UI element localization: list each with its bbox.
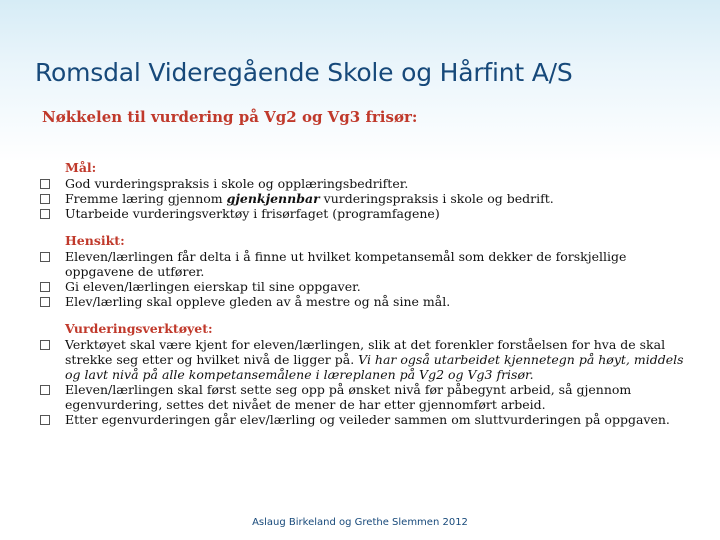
bullet-text: Eleven/lærlingen får delta i å finne ut hvilket kompetansemål som dekker de forskjellige oppgavene de utfører. [65, 249, 627, 279]
checkbox-bullet-icon [40, 340, 50, 350]
section-heading: Vurderingsverktøyet: [65, 321, 213, 336]
bullet-text-post: vurderingspraksis i skole og bedrift. [319, 191, 554, 206]
bullet-text: Gi eleven/lærlingen eierskap til sine oppgaver. [65, 279, 361, 294]
bullet-text: Utarbeide vurderingsverktøy i frisørfaget (programfagene) [65, 206, 440, 221]
section-maal [40, 160, 690, 221]
section-heading: Mål: [65, 160, 97, 175]
bullet-text: God vurderingspraksis i skole og opplæringsbedrifter. [65, 176, 409, 191]
bullet-text-pre: Verktøyet skal være kjent for eleven/lærlingen, slik at det forenkler forståelsen for hva de skal strekke seg etter og hvilket nivå de ligger på. [65, 337, 666, 367]
checkbox-bullet-icon [40, 415, 50, 425]
checkbox-bullet-icon [40, 194, 50, 204]
bullet-item [40, 279, 690, 294]
checkbox-bullet-icon [40, 297, 50, 307]
bullet-text: Eleven/lærlingen skal først sette seg opp på ønsket nivå før påbegynt arbeid, så gjennom egenvurdering, settes det nivået de mener de har etter gjennomført arbeid. [65, 382, 632, 412]
slide-content [40, 160, 690, 439]
section-heading: Hensikt: [65, 233, 125, 248]
bullet-text: Etter egenvurderingen går elev/lærling og veileder sammen om sluttvurderingen på oppgaven. [65, 412, 670, 427]
bullet-item [40, 382, 690, 412]
bullet-item [40, 176, 690, 191]
bullet-item [40, 206, 690, 221]
slide-title: Romsdal Videregående Skole og Hårfint A/S [35, 58, 573, 87]
bullet-item [40, 249, 690, 279]
bullet-text-emphasis: Vi har også utarbeidet kjennetegn på høyt, middels og lavt nivå på alle kompetansemålene i læreplanen på Vg2 og Vg3 frisør. [65, 352, 684, 382]
checkbox-bullet-icon [40, 209, 50, 219]
checkbox-bullet-icon [40, 179, 50, 189]
bullet-item [40, 294, 690, 309]
checkbox-bullet-icon [40, 385, 50, 395]
bullet-text: Elev/lærling skal oppleve gleden av å mestre og nå sine mål. [65, 294, 451, 309]
bullet-item [40, 412, 690, 427]
slide-footer: Aslaug Birkeland og Grethe Slemmen 2012 [252, 517, 468, 528]
section-hensikt [40, 233, 690, 309]
checkbox-bullet-icon [40, 282, 50, 292]
bullet-item [40, 337, 690, 382]
section-vurderingsverktoy [40, 321, 690, 427]
slide-subtitle: Nøkkelen til vurdering på Vg2 og Vg3 frisør: [42, 108, 418, 126]
bullet-text-pre: Fremme læring gjennom [65, 191, 227, 206]
bullet-text-emphasis: gjenkjennbar [226, 191, 320, 206]
bullet-item [40, 191, 690, 206]
checkbox-bullet-icon [40, 252, 50, 262]
